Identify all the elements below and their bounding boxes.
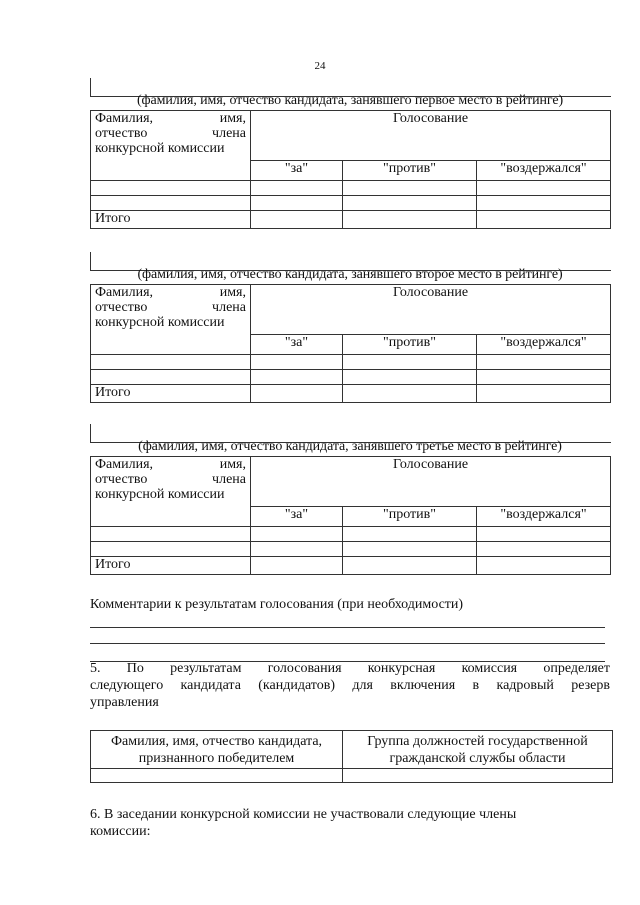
page-number: 24: [314, 60, 326, 72]
col-against: "против": [343, 335, 477, 355]
group-cell[interactable]: [343, 769, 613, 783]
paragraph-6-line: комиссии:: [90, 824, 151, 839]
paragraph-6: [90, 806, 610, 840]
col-abstain: "воздержался": [477, 161, 611, 181]
vote-table: [90, 456, 611, 575]
paragraph-5-line: 5. По результатам голосования конкурсная комиссия определяет: [90, 661, 610, 676]
winners-col-group: Группа должностей государственной гражданской службы области: [343, 731, 613, 769]
col-for: "за": [251, 335, 343, 355]
member-header: Фамилия, имя, отчество члена конкурсной комиссии: [91, 111, 251, 181]
paragraph-5-line: управления: [90, 695, 159, 710]
col-abstain: "воздержался": [477, 335, 611, 355]
col-for: "за": [251, 507, 343, 527]
paragraph-6-line: 6. В заседании конкурсной комиссии не участвовали следующие члены: [90, 807, 517, 822]
member-cell[interactable]: [91, 370, 251, 385]
col-for: "за": [251, 161, 343, 181]
candidate-caption: (фамилия, имя, отчество кандидата, занявшего третье место в рейтинге): [138, 439, 562, 454]
winners-col-name: Фамилия, имя, отчество кандидата, признанного победителем: [91, 731, 343, 769]
comments-title: Комментарии к результатам голосования (при необходимости): [90, 597, 464, 612]
col-against: "против": [343, 507, 477, 527]
member-cell[interactable]: [91, 355, 251, 370]
total-label: Итого: [91, 211, 251, 229]
comment-line[interactable]: [90, 627, 605, 628]
winner-cell[interactable]: [91, 769, 343, 783]
total-label: Итого: [91, 557, 251, 575]
voting-header: Голосование: [251, 111, 611, 161]
paragraph-5: [90, 660, 610, 711]
comment-line[interactable]: [90, 643, 605, 644]
member-cell[interactable]: [91, 196, 251, 211]
candidate-caption: (фамилия, имя, отчество кандидата, занявшего второе место в рейтинге): [137, 267, 563, 282]
member-header: Фамилия, имя, отчество члена конкурсной комиссии: [91, 285, 251, 355]
member-cell[interactable]: [91, 542, 251, 557]
winners-table: [90, 730, 613, 783]
candidate-caption: (фамилия, имя, отчество кандидата, занявшего первое место в рейтинге): [136, 93, 564, 108]
col-against: "против": [343, 161, 477, 181]
paragraph-5-line: следующего кандидата (кандидатов) для включения в кадровый резерв: [90, 678, 610, 693]
member-cell[interactable]: [91, 181, 251, 196]
member-header: Фамилия, имя, отчество члена конкурсной комиссии: [91, 457, 251, 527]
voting-header: Голосование: [251, 285, 611, 335]
vote-table: [90, 284, 611, 403]
member-cell[interactable]: [91, 527, 251, 542]
col-abstain: "воздержался": [477, 507, 611, 527]
voting-header: Голосование: [251, 457, 611, 507]
total-label: Итого: [91, 385, 251, 403]
vote-table: [90, 110, 611, 229]
